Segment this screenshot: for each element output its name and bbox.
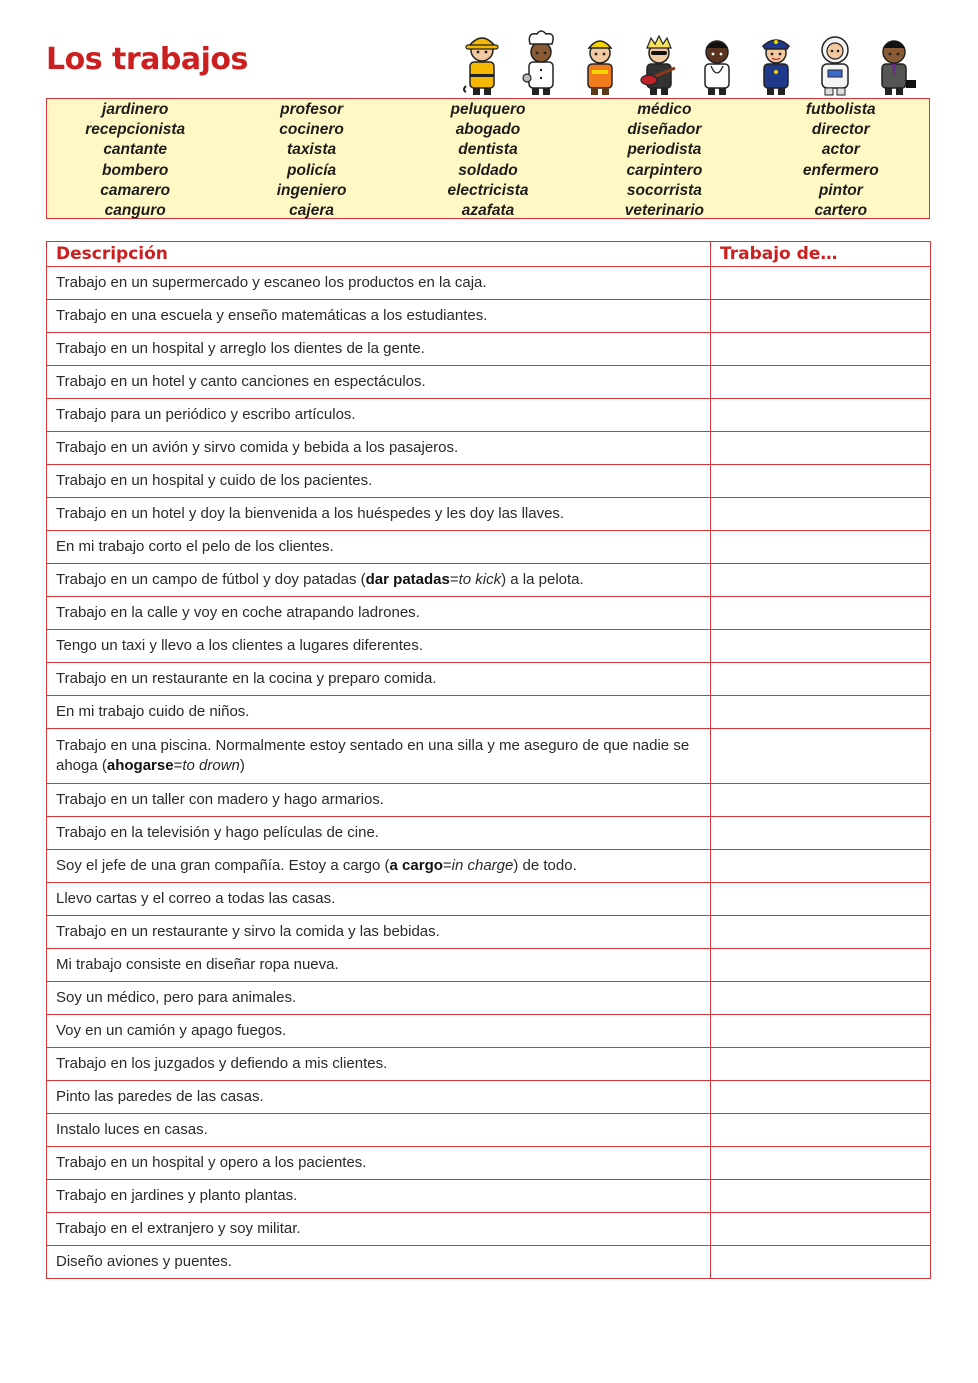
description-cell bbox=[47, 696, 711, 729]
word-bank-item: enfermero bbox=[802, 161, 879, 179]
page-title: Los trabajos bbox=[46, 42, 248, 77]
description-cell bbox=[47, 465, 711, 498]
answer-cell[interactable] bbox=[711, 333, 931, 366]
table-row bbox=[47, 1180, 931, 1213]
word-bank-item: soldado bbox=[458, 161, 518, 179]
word-bank-item: cantante bbox=[103, 141, 168, 159]
table-row bbox=[47, 564, 931, 597]
table-row bbox=[47, 1246, 931, 1279]
description-text: Trabajo en una escuela y enseño matemáticas a los estudiantes. bbox=[56, 307, 488, 324]
answer-cell[interactable] bbox=[711, 1147, 931, 1180]
word-bank-item: cajera bbox=[289, 202, 334, 220]
word-bank-item: futbolista bbox=[805, 101, 876, 118]
description-cell bbox=[47, 817, 711, 850]
description-cell bbox=[47, 333, 711, 366]
word-bank-item: médico bbox=[637, 101, 692, 118]
word-bank-item: periodista bbox=[627, 141, 702, 159]
table-row bbox=[47, 597, 931, 630]
description-cell bbox=[47, 498, 711, 531]
word-bank-column bbox=[400, 100, 576, 221]
description-cell bbox=[47, 982, 711, 1015]
answer-cell[interactable] bbox=[711, 564, 931, 597]
description-cell: Trabajo en una piscina. Normalmente estoy sentado en una silla y me aseguro de que nadie se ahoga (ahogarse=to drown) bbox=[47, 729, 711, 784]
table-row bbox=[47, 729, 931, 784]
table-body bbox=[47, 267, 931, 1279]
description-text: Trabajo en un hospital y opero a los pacientes. bbox=[56, 1154, 367, 1171]
description-cell bbox=[47, 531, 711, 564]
police-figure-icon bbox=[752, 28, 800, 96]
answer-cell[interactable] bbox=[711, 432, 931, 465]
answer-cell[interactable] bbox=[711, 663, 931, 696]
answer-cell[interactable] bbox=[711, 729, 931, 784]
description-text: ) bbox=[239, 757, 245, 774]
vocab-translation: to kick bbox=[458, 571, 502, 588]
table-row bbox=[47, 883, 931, 916]
word-bank-item: policía bbox=[287, 161, 337, 179]
description-cell bbox=[47, 1147, 711, 1180]
description-text: Trabajo en un hospital y cuido de los pacientes. bbox=[56, 472, 373, 489]
word-bank-item: socorrista bbox=[626, 181, 702, 199]
vocab-term: a cargo bbox=[389, 857, 443, 874]
table-row bbox=[47, 1048, 931, 1081]
word-bank-item: director bbox=[811, 121, 870, 139]
word-bank-item: jardinero bbox=[102, 101, 169, 118]
vocab-translation: to drown bbox=[182, 757, 240, 774]
word-bank-item: ingeniero bbox=[276, 181, 347, 199]
word-bank-item: pintor bbox=[818, 181, 863, 199]
builder-figure-icon bbox=[576, 28, 624, 96]
table-row bbox=[47, 300, 931, 333]
answer-cell[interactable] bbox=[711, 300, 931, 333]
table-row bbox=[47, 399, 931, 432]
table-header-row bbox=[47, 242, 931, 267]
description-text: Soy un médico, pero para animales. bbox=[56, 989, 297, 1006]
description-column-header: Descripción bbox=[47, 242, 711, 267]
answer-cell[interactable] bbox=[711, 498, 931, 531]
table-row bbox=[47, 465, 931, 498]
answer-cell[interactable] bbox=[711, 597, 931, 630]
description-text: Trabajo en la televisión y hago películas de cine. bbox=[56, 824, 379, 841]
description-text: En mi trabajo corto el pelo de los clientes. bbox=[56, 538, 334, 555]
description-text: En mi trabajo cuido de niños. bbox=[56, 703, 250, 720]
answer-cell[interactable] bbox=[711, 1180, 931, 1213]
description-cell: Soy el jefe de una gran compañía. Estoy a cargo (a cargo=in charge) de todo. bbox=[47, 850, 711, 883]
word-bank-item: azafata bbox=[461, 202, 515, 220]
description-cell bbox=[47, 1246, 711, 1279]
description-text: ) a la pelota. bbox=[501, 571, 584, 588]
answer-cell[interactable] bbox=[711, 850, 931, 883]
answer-cell[interactable] bbox=[711, 630, 931, 663]
word-bank bbox=[46, 98, 930, 219]
word-bank-item: actor bbox=[821, 141, 860, 159]
answer-cell[interactable] bbox=[711, 883, 931, 916]
description-text: Tengo un taxi y llevo a los clientes a lugares diferentes. bbox=[56, 637, 423, 654]
word-bank-item: electricista bbox=[447, 181, 529, 199]
table-row bbox=[47, 1147, 931, 1180]
table-row bbox=[47, 366, 931, 399]
description-cell bbox=[47, 883, 711, 916]
table-row bbox=[47, 850, 931, 883]
answer-cell[interactable] bbox=[711, 949, 931, 982]
description-cell bbox=[47, 432, 711, 465]
description-text: Trabajo en jardines y planto plantas. bbox=[56, 1187, 298, 1204]
description-cell bbox=[47, 1114, 711, 1147]
word-bank-item: camarero bbox=[100, 181, 171, 199]
word-bank-item: veterinario bbox=[624, 202, 705, 220]
job-column-header: Trabajo de… bbox=[711, 242, 931, 267]
word-bank-item: canguro bbox=[104, 202, 166, 220]
description-text: Trabajo en un avión y sirvo comida y bebida a los pasajeros. bbox=[56, 439, 459, 456]
answer-cell[interactable] bbox=[711, 784, 931, 817]
description-cell: Trabajo en un campo de fútbol y doy patadas (dar patadas=to kick) a la pelota. bbox=[47, 564, 711, 597]
description-text: Trabajo en una piscina. Normalmente estoy sentado en una silla y me aseguro de que nadie se ahoga ( bbox=[56, 737, 690, 774]
answer-cell[interactable] bbox=[711, 399, 931, 432]
word-bank-item: cocinero bbox=[279, 121, 344, 139]
description-text: Llevo cartas y el correo a todas las casas. bbox=[56, 890, 336, 907]
description-text: Trabajo en la calle y voy en coche atrapando ladrones. bbox=[56, 604, 420, 621]
table-row bbox=[47, 267, 931, 300]
answer-cell[interactable] bbox=[711, 982, 931, 1015]
description-cell bbox=[47, 366, 711, 399]
description-text: Trabajo en un taller con madero y hago armarios. bbox=[56, 791, 384, 808]
description-text: Trabajo para un periódico y escribo artículos. bbox=[56, 406, 356, 423]
table-row bbox=[47, 630, 931, 663]
description-text: Diseño aviones y puentes. bbox=[56, 1253, 232, 1270]
table-row bbox=[47, 1114, 931, 1147]
description-cell bbox=[47, 1015, 711, 1048]
description-text: Trabajo en un hotel y doy la bienvenida a los huéspedes y les doy las llaves. bbox=[56, 505, 565, 522]
table-row bbox=[47, 817, 931, 850]
word-bank-column bbox=[576, 100, 752, 221]
description-text: ) de todo. bbox=[513, 857, 577, 874]
description-text: Trabajo en el extranjero y soy militar. bbox=[56, 1220, 301, 1237]
table-row bbox=[47, 949, 931, 982]
answer-cell[interactable] bbox=[711, 366, 931, 399]
description-text: Trabajo en los juzgados y defiendo a mis clientes. bbox=[56, 1055, 388, 1072]
rockstar-figure-icon bbox=[635, 28, 683, 96]
word-bank-item: diseñador bbox=[627, 121, 702, 139]
answer-cell[interactable] bbox=[711, 465, 931, 498]
answer-cell[interactable] bbox=[711, 267, 931, 300]
description-cell bbox=[47, 784, 711, 817]
answer-cell[interactable] bbox=[711, 1114, 931, 1147]
description-cell bbox=[47, 399, 711, 432]
description-cell bbox=[47, 916, 711, 949]
answer-cell[interactable] bbox=[711, 531, 931, 564]
description-text: Voy en un camión y apago fuegos. bbox=[56, 1022, 287, 1039]
table-row bbox=[47, 333, 931, 366]
description-cell bbox=[47, 1180, 711, 1213]
word-bank-item: recepcionista bbox=[85, 121, 186, 139]
word-bank-item: profesor bbox=[280, 101, 344, 118]
table-row bbox=[47, 784, 931, 817]
table-row bbox=[47, 531, 931, 564]
description-text: Instalo luces en casas. bbox=[56, 1121, 208, 1138]
description-text: Soy el jefe de una gran compañía. Estoy a cargo ( bbox=[56, 857, 390, 874]
businessman-figure-icon bbox=[870, 28, 918, 96]
word-bank-item: peluquero bbox=[450, 101, 526, 118]
description-text: Trabajo en un campo de fútbol y doy patadas ( bbox=[56, 571, 366, 588]
word-bank-item: taxista bbox=[287, 141, 337, 159]
vocab-term: dar patadas bbox=[365, 571, 450, 588]
answer-cell[interactable] bbox=[711, 817, 931, 850]
table-row bbox=[47, 982, 931, 1015]
description-cell bbox=[47, 1213, 711, 1246]
table-row bbox=[47, 1213, 931, 1246]
description-cell bbox=[47, 1081, 711, 1114]
vocab-term: ahogarse bbox=[106, 757, 174, 774]
table-row bbox=[47, 498, 931, 531]
answer-cell[interactable] bbox=[711, 1213, 931, 1246]
answer-cell[interactable] bbox=[711, 1246, 931, 1279]
description-cell bbox=[47, 663, 711, 696]
word-bank-item: abogado bbox=[455, 121, 521, 139]
word-bank-column bbox=[223, 100, 399, 221]
description-cell bbox=[47, 1048, 711, 1081]
description-text: Trabajo en un hospital y arreglo los dientes de la gente. bbox=[56, 340, 425, 357]
vocab-translation: in charge bbox=[451, 857, 514, 874]
table-row bbox=[47, 1081, 931, 1114]
description-text: Pinto las paredes de las casas. bbox=[56, 1088, 264, 1105]
table-row bbox=[47, 1015, 931, 1048]
firefighter-figure-icon bbox=[458, 28, 506, 96]
word-bank-item: cartero bbox=[814, 202, 868, 220]
answer-cell[interactable] bbox=[711, 1015, 931, 1048]
description-text: Trabajo en un restaurante en la cocina y preparo comida. bbox=[56, 670, 437, 687]
jobs-exercise-table bbox=[46, 241, 931, 1279]
doctor-figure-icon bbox=[693, 28, 741, 96]
word-bank-column bbox=[47, 100, 223, 221]
description-cell bbox=[47, 597, 711, 630]
description-text: Trabajo en un restaurante y sirvo la comida y las bebidas. bbox=[56, 923, 440, 940]
answer-cell[interactable] bbox=[711, 1081, 931, 1114]
description-text: Mi trabajo consiste en diseñar ropa nueva. bbox=[56, 956, 339, 973]
table-row bbox=[47, 916, 931, 949]
answer-cell[interactable] bbox=[711, 1048, 931, 1081]
description-cell bbox=[47, 949, 711, 982]
description-cell bbox=[47, 630, 711, 663]
table-row bbox=[47, 432, 931, 465]
word-bank-item: carpintero bbox=[626, 161, 703, 179]
answer-cell[interactable] bbox=[711, 696, 931, 729]
chef-figure-icon bbox=[517, 28, 565, 96]
description-text: Trabajo en un hotel y canto canciones en espectáculos. bbox=[56, 373, 426, 390]
answer-cell[interactable] bbox=[711, 916, 931, 949]
table-row bbox=[47, 663, 931, 696]
astronaut-figure-icon bbox=[811, 28, 859, 96]
description-cell bbox=[47, 267, 711, 300]
word-bank-column bbox=[753, 100, 929, 221]
word-bank-item: dentista bbox=[458, 141, 518, 159]
table-row bbox=[47, 696, 931, 729]
word-bank-item: bombero bbox=[102, 161, 169, 179]
description-cell bbox=[47, 300, 711, 333]
description-text: Trabajo en un supermercado y escaneo los productos en la caja. bbox=[56, 274, 487, 291]
job-figures-strip bbox=[458, 26, 918, 96]
